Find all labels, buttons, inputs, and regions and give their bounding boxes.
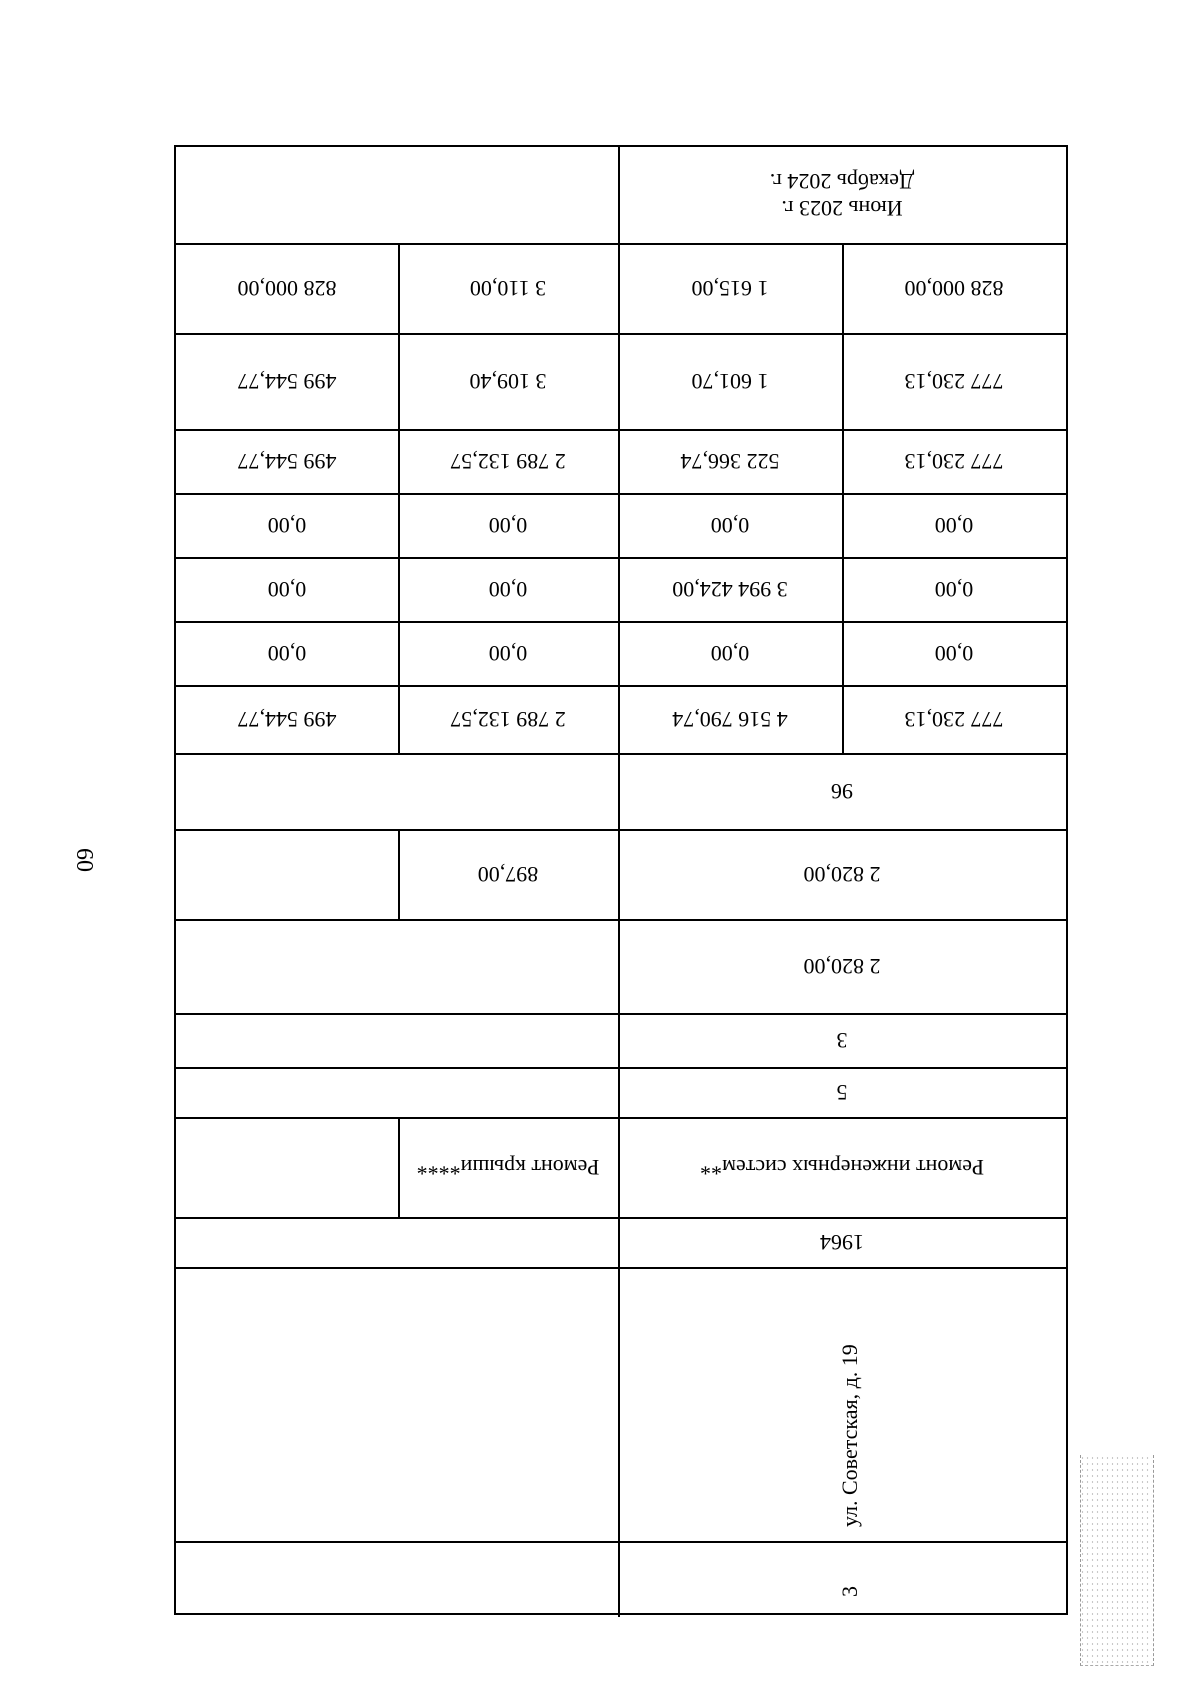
cell-zero-a-2: 0,00	[710, 513, 750, 538]
cell-cost-2: 4 516 790,74	[672, 707, 788, 732]
cell-5: 5	[836, 1080, 848, 1105]
cell-specific-1: 777 230,13	[904, 369, 1004, 394]
cell-address: ул. Советская, д. 19	[837, 1344, 862, 1527]
cell-zero-b-4: 0,00	[267, 577, 307, 602]
document-table	[174, 145, 1068, 1615]
period-line1: Июнь 2023 г.	[781, 196, 903, 222]
row-line	[176, 1541, 1066, 1543]
page-number: 60	[71, 848, 97, 872]
cell-zero-b-2: 3 994 424,00	[672, 577, 788, 602]
cell-total-3: 2 789 132,57	[450, 449, 566, 474]
cell-total-4: 499 544,77	[237, 449, 337, 474]
period-cell	[618, 147, 1066, 243]
cell-3: 3	[836, 1028, 848, 1053]
cell-area-a-right: 897,00	[477, 862, 539, 887]
cell-total-1: 777 230,13	[904, 449, 1004, 474]
period-line2: Декабрь 2024 г.	[769, 169, 915, 194]
cell-zero-a-1: 0,00	[934, 513, 974, 538]
cell-limit-1: 828 000,00	[904, 276, 1004, 301]
cell-zero-c-4: 0,00	[267, 641, 307, 666]
cell-row-num: 3	[837, 1586, 862, 1597]
cell-works-left: Ремонт инженерных систем**	[700, 1155, 984, 1180]
cell-96: 96	[831, 779, 853, 804]
cell-limit-3: 3 110,00	[469, 276, 547, 301]
cell-works-right: Ремонт крыши****	[416, 1155, 600, 1180]
cell-limit-2: 1 615,00	[691, 276, 769, 301]
cell-specific-3: 3 109,40	[469, 369, 547, 394]
cell-zero-c-3: 0,00	[488, 641, 528, 666]
cell-zero-c-1: 0,00	[934, 641, 974, 666]
cell-zero-c-2: 0,00	[710, 641, 750, 666]
cell-cost-1: 777 230,13	[904, 707, 1004, 732]
cell-limit-4: 828 000,00	[237, 276, 337, 301]
cell-cost-3: 2 789 132,57	[450, 707, 566, 732]
cell-specific-4: 499 544,77	[237, 369, 337, 394]
cell-area-b: 2 820,00	[803, 954, 881, 979]
cell-zero-b-3: 0,00	[488, 577, 528, 602]
scan-artifact-border	[1080, 1455, 1154, 1666]
cell-specific-2: 1 601,70	[691, 369, 769, 394]
cell-area-a-left: 2 820,00	[803, 862, 881, 887]
cell-year: 1964	[820, 1230, 864, 1255]
cell-zero-a-3: 0,00	[488, 513, 528, 538]
cell-total-2: 522 366,74	[680, 449, 780, 474]
row-line	[176, 1267, 1066, 1269]
cell-zero-a-4: 0,00	[267, 513, 307, 538]
cell-zero-b-1: 0,00	[934, 577, 974, 602]
cell-cost-4: 499 544,77	[237, 707, 337, 732]
